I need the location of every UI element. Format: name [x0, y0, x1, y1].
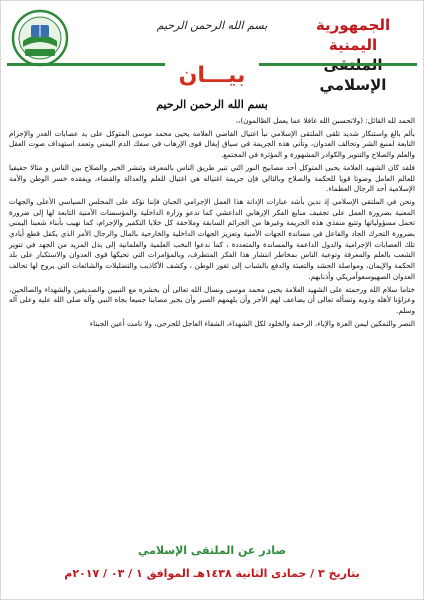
- paragraph: النصر والتمكين ليمن العزة والإباء، الرحمة والخلود لكل الشهداء، الشفاء العاجل للجرحى، ولا نامت أعين الجبناء: [89, 318, 415, 328]
- paragraph: الحمد لله القائل: (ولاتحسبن الله غافلا عما يعمل الظالمون)،،: [235, 116, 415, 125]
- organization-logo: [11, 9, 69, 67]
- paragraph: فلقد كان الشهيد العلامة يحيى المتوكل أحد مصابيح النور التي تنير طريق الناس بالمعرفة وتنشر الخير والصلاح بين الناس و مثالا حقيقيا للعالم العامل وصوتا قويا للحكمة والصلاح وبالتالي فإن جريمة اغتياله هي اغتيال للعلم والعدالة والقضاء، ويفقده خسر الوطن والأمة الإسلامية أحد الرجال العظماء.: [9, 162, 415, 194]
- country-name: الجمهورية اليمنية: [315, 16, 391, 54]
- organization-name: الإسلامي: [319, 76, 387, 94]
- statement-title: [1, 63, 423, 89]
- statement-title-text: بيـــان: [165, 63, 260, 88]
- body-basmala: بسم الله الرحمن الرحيم: [156, 98, 268, 111]
- statement-body: [9, 97, 415, 331]
- paragraph: بألم بالغ واستنكار شديد تلقى الملتقى الإسلامي نبأ اغتيال القاضي العلامة يحيى محمد موسى المتوكل على يد عصابات الغدر والإجرام التابعة لمنبع الشر وتحالف العدوان، وتأتي هذه الجريمة في سياق إيغال قوى الإرهاب في سفك الدم اليمني وتعمد استهداف صوت العقل والعلم والصلاح والتنوير والكوادر المشهورة و المؤثرة في المجتمع.: [9, 128, 415, 160]
- issuer-line: صادر عن الملتقى الإسلامي: [137, 544, 286, 557]
- header-basmala: بسم الله الرحمن الرحيم: [156, 19, 268, 32]
- date-line: بتاريخ ٣ / جمادى الثانية ١٤٣٨هـ الموافق ١ / ٠٣ / ٢٠١٧م: [64, 567, 360, 580]
- paragraph: ختاما سلام الله ورحمته على الشهيد العلامة يحيى محمد موسى ونسال الله تعالى أن يحشره مع النبيين والصديقين والشهداء والصالحين، وعزاؤنا لأهله وذويه وتسأله تعالى أن يضاعف لهم الأجر وأن يلهمهم الصبر وأن يجبر مصابنا جميعا بجاه النبي وآله صلى الله عليه وعلى آله وسلم.: [9, 284, 415, 315]
- seal-icon: [11, 9, 69, 67]
- paragraph: ونحن في الملتقى الإسلامي إذ ندين بأشد عبارات الإدانة هذا العمل الإجرامي الجبان فإننا نؤكد على المجلس السياسي الأعلى والجهات المعنية بضرورة العمل على تجفيف منابع الفكر الإرهابي الداعشي كما ندعو وزارة الداخلية والمؤسسات الأمنية التابعة لها إلى ضرورة تحمل مسؤولياتها وتتبع منفذي هذه الجريمة وغيرها من الجرائم السابقة وملاحقة كل خلايا التكفير والإجرام، كما نهيب بأبناء شعبنا اليمني بضرورة التحرك الجاد والفاعل في مساندة الجهات الأمنية وتعزيز الجهات الداخلية والخارجية بالمال والرجال الأمر الذي يكفل قطع أيادي تلك العصابات الإجرامية والدول الداعمة والمساندة والمتعددة ، كما ندعوا النخب العلمية والعلمانية إلى بذل المزيد من الجهد في تنوير الشعب بالعلم والمعرفة وتوعية الناس بمخاطر انتشار هذا الفكر المتطرف، وبالمؤامرات التي تحيكها قوى العدوان والاستكبار على بلد الحكمة والإيمان، ومواصلة الحشد والتعبئة والدفع بالشباب إلى ثغور الوطن ، وكشف الأكاذيب والتضليلات والشائعات التي يروج لها تحالف العدوان الصهيوسعوأمريكي وأذنابهم.: [9, 196, 415, 281]
